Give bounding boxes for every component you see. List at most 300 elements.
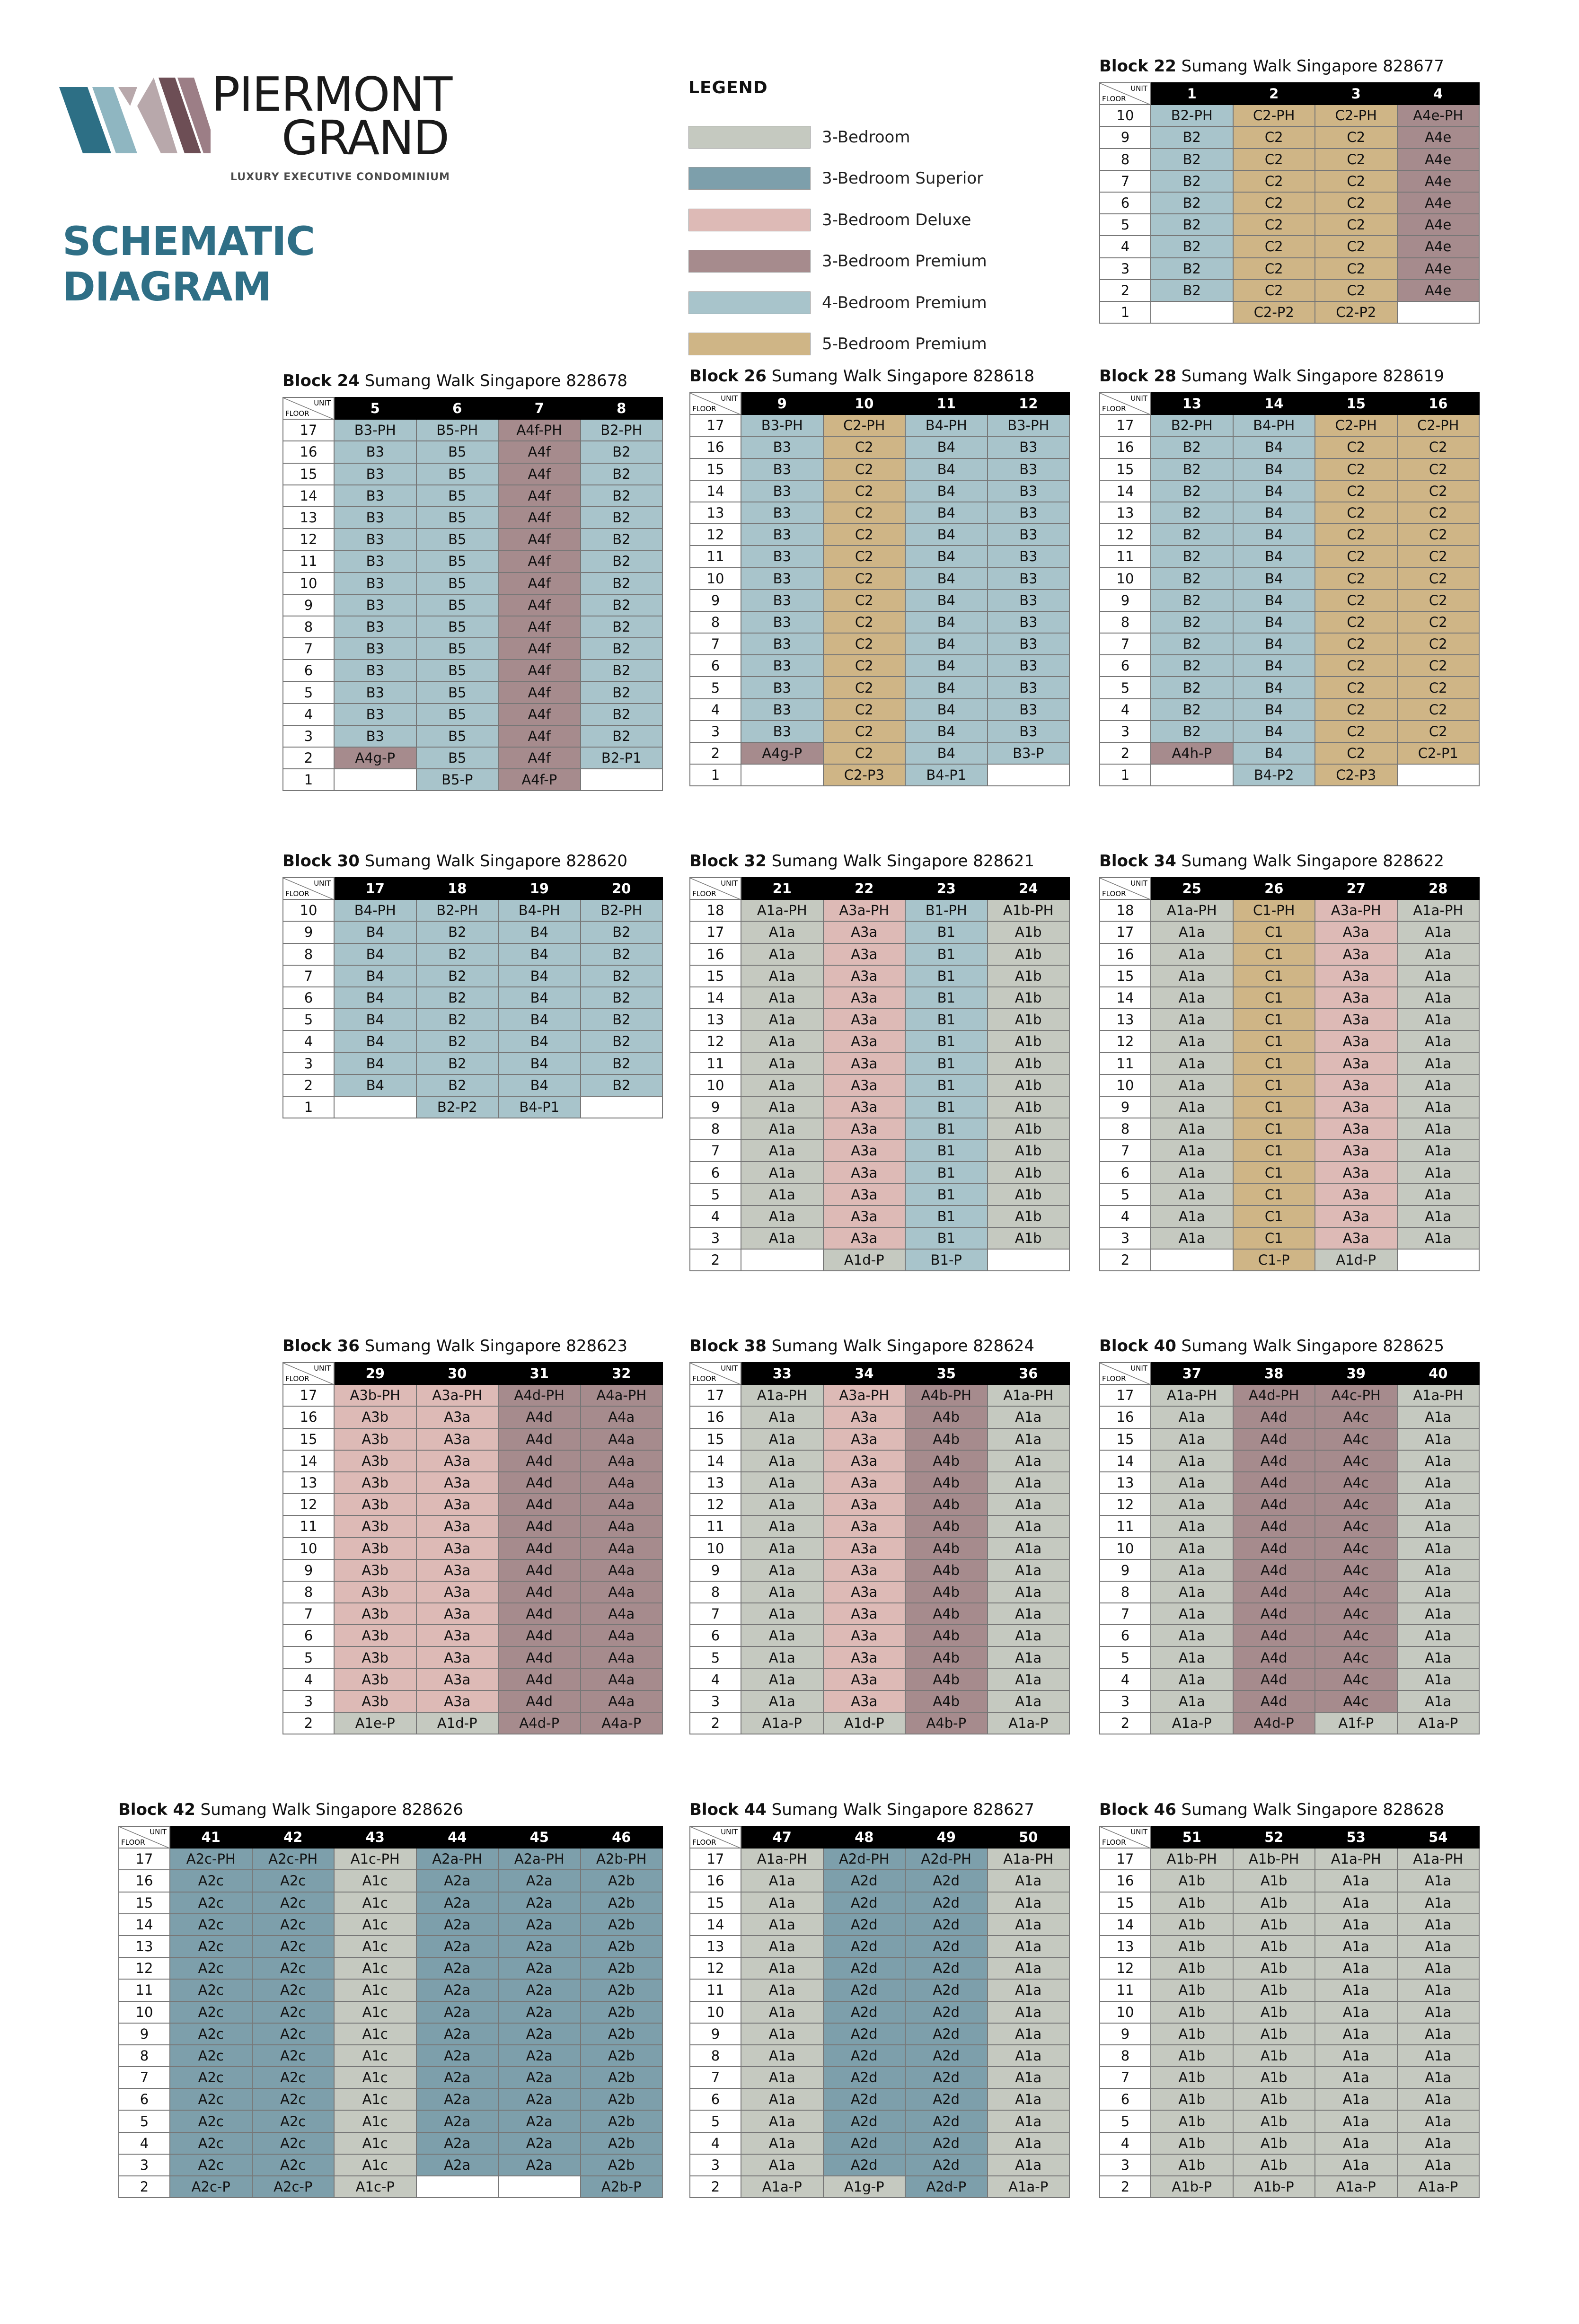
unit-cell: A1a bbox=[741, 1625, 823, 1646]
unit-cell: A2d bbox=[823, 2067, 906, 2088]
empty-cell bbox=[988, 764, 1070, 786]
unit-header-row bbox=[119, 1826, 662, 1848]
floor-label: FLOOR bbox=[1102, 889, 1126, 898]
unit-cell: C2 bbox=[1315, 214, 1397, 236]
unit-cell: A1a bbox=[741, 921, 823, 943]
floor-row bbox=[119, 1870, 662, 1892]
unit-cell: A2b bbox=[581, 1914, 663, 1936]
unit-cell: A1a bbox=[741, 1515, 823, 1537]
floor-row bbox=[1100, 1892, 1479, 1914]
unit-cell: B4-P2 bbox=[1233, 764, 1315, 786]
unit-cell: A4f bbox=[498, 485, 581, 507]
block-address: Sumang Walk Singapore 828625 bbox=[1181, 1337, 1445, 1356]
floor-row bbox=[283, 550, 662, 572]
floor-number: 14 bbox=[690, 1450, 741, 1472]
piermont-grand-logo bbox=[59, 67, 509, 194]
unit-cell: A1a bbox=[988, 1892, 1070, 1914]
unit-cell: A3a bbox=[823, 943, 906, 965]
unit-cell: A2c bbox=[252, 2110, 335, 2132]
unit-label: UNIT bbox=[721, 1364, 738, 1373]
unit-cell: B2 bbox=[581, 528, 663, 550]
unit-cell: B4 bbox=[905, 546, 988, 567]
unit-cell: A2c bbox=[252, 1957, 335, 1979]
unit-cell: A3b bbox=[334, 1669, 416, 1690]
unit-cell: A1c bbox=[334, 1979, 416, 2001]
floor-number: 14 bbox=[690, 1914, 741, 1936]
unit-cell: A1b bbox=[988, 987, 1070, 1009]
unit-cell: A1a bbox=[741, 1030, 823, 1052]
unit-cell: A1a bbox=[988, 1646, 1070, 1668]
floor-number: 15 bbox=[1100, 1428, 1151, 1450]
block-name: Block 46 bbox=[1099, 1800, 1176, 1819]
unit-cell: C1 bbox=[1233, 921, 1315, 943]
unit-cell: C2 bbox=[823, 436, 906, 458]
unit-number: 19 bbox=[498, 878, 581, 899]
unit-number: 7 bbox=[498, 397, 581, 419]
unit-cell: C1 bbox=[1233, 1009, 1315, 1030]
unit-cell: A1e-P bbox=[334, 1712, 416, 1734]
floor-number: 14 bbox=[1100, 480, 1151, 502]
floor-row bbox=[690, 1581, 1069, 1603]
unit-cell: A2a bbox=[416, 2132, 499, 2154]
unit-cell: A2a bbox=[416, 2001, 499, 2023]
unit-cell: B4 bbox=[334, 987, 416, 1009]
unit-cell: A1b bbox=[1233, 1892, 1315, 1914]
unit-cell: A4a bbox=[581, 1625, 663, 1646]
unit-header-row bbox=[690, 1826, 1069, 1848]
floor-row bbox=[283, 594, 662, 616]
unit-cell: A1a bbox=[988, 1515, 1070, 1537]
floor-row bbox=[1100, 1053, 1479, 1074]
floor-row bbox=[119, 1848, 662, 1870]
floor-row bbox=[119, 1914, 662, 1936]
unit-cell: B3 bbox=[741, 677, 823, 698]
floor-row bbox=[1100, 1184, 1479, 1206]
unit-cell: A1b bbox=[1151, 2045, 1233, 2067]
unit-cell: A4b bbox=[905, 1428, 988, 1450]
unit-floor-corner bbox=[690, 878, 741, 899]
unit-cell: B5 bbox=[416, 463, 499, 485]
unit-cell: B2 bbox=[1151, 590, 1233, 611]
unit-number: 53 bbox=[1315, 1826, 1397, 1848]
floor-number: 17 bbox=[690, 1384, 741, 1406]
unit-label: UNIT bbox=[721, 1828, 738, 1836]
unit-cell: A1a bbox=[741, 1538, 823, 1559]
floor-row bbox=[690, 611, 1069, 633]
floor-row bbox=[1100, 502, 1479, 524]
floor-row bbox=[283, 899, 662, 921]
floor-row bbox=[690, 1603, 1069, 1625]
floor-row bbox=[690, 546, 1069, 567]
unit-cell: A2a bbox=[416, 1979, 499, 2001]
unit-cell: A4d bbox=[1233, 1603, 1315, 1625]
floor-number: 9 bbox=[690, 2023, 741, 2045]
floor-row bbox=[283, 943, 662, 965]
unit-cell: A4a-PH bbox=[581, 1384, 663, 1406]
unit-cell: A3b bbox=[334, 1515, 416, 1537]
unit-cell: A2c bbox=[252, 2045, 335, 2067]
unit-cell: C2 bbox=[1397, 524, 1480, 546]
floor-number: 5 bbox=[1100, 1646, 1151, 1668]
unit-cell: A3b bbox=[334, 1603, 416, 1625]
unit-cell: B5 bbox=[416, 660, 499, 681]
floor-row bbox=[690, 1140, 1069, 1162]
unit-cell: C1 bbox=[1233, 1162, 1315, 1183]
unit-cell: A2d bbox=[823, 1870, 906, 1892]
unit-cell: A1a bbox=[741, 1892, 823, 1914]
unit-grid bbox=[1099, 82, 1480, 324]
floor-row bbox=[1100, 1118, 1479, 1140]
floor-row bbox=[690, 1646, 1069, 1668]
floor-number: 12 bbox=[283, 1494, 334, 1515]
unit-cell: A1a bbox=[1397, 1406, 1480, 1428]
unit-cell: B4 bbox=[905, 568, 988, 590]
floor-number: 3 bbox=[283, 1053, 334, 1074]
unit-cell: C1 bbox=[1233, 1118, 1315, 1140]
unit-cell: A3b bbox=[334, 1625, 416, 1646]
unit-cell: A1a-P bbox=[1315, 2176, 1397, 2198]
unit-cell: C2 bbox=[1315, 170, 1397, 192]
unit-cell: A1a bbox=[1315, 1914, 1397, 1936]
floor-number: 8 bbox=[283, 616, 334, 638]
unit-cell: B3 bbox=[988, 590, 1070, 611]
unit-cell: A2c bbox=[170, 1892, 252, 1914]
empty-cell bbox=[1151, 1249, 1233, 1271]
floor-row bbox=[283, 987, 662, 1009]
floor-row bbox=[690, 1118, 1069, 1140]
unit-cell: A1b bbox=[988, 1030, 1070, 1052]
floor-number: 17 bbox=[1100, 1384, 1151, 1406]
unit-cell: B3 bbox=[988, 655, 1070, 677]
unit-cell: A1a bbox=[988, 1690, 1070, 1712]
unit-cell: A2a bbox=[416, 1936, 499, 1957]
floor-number: 4 bbox=[1100, 2132, 1151, 2154]
floor-number: 15 bbox=[119, 1892, 170, 1914]
floor-row bbox=[690, 1009, 1069, 1030]
unit-cell: A1a bbox=[1151, 921, 1233, 943]
unit-cell: A1b bbox=[1151, 2088, 1233, 2110]
unit-header-row bbox=[1100, 83, 1479, 105]
floor-number: 2 bbox=[119, 2176, 170, 2198]
empty-cell bbox=[741, 1249, 823, 1271]
unit-grid bbox=[689, 1362, 1070, 1734]
floor-row bbox=[283, 1669, 662, 1690]
floor-number: 13 bbox=[690, 1009, 741, 1030]
unit-cell: A1a bbox=[741, 2045, 823, 2067]
floor-number: 6 bbox=[1100, 192, 1151, 214]
unit-cell: A1b bbox=[1151, 1979, 1233, 2001]
unit-cell: A1a bbox=[741, 2023, 823, 2045]
unit-cell: B2 bbox=[1151, 524, 1233, 546]
unit-cell: A4c bbox=[1315, 1581, 1397, 1603]
floor-number: 17 bbox=[283, 1384, 334, 1406]
floor-number: 5 bbox=[283, 1646, 334, 1668]
unit-cell: A2a bbox=[498, 1914, 581, 1936]
block-address: Sumang Walk Singapore 828627 bbox=[771, 1800, 1035, 1819]
unit-cell: B3 bbox=[741, 655, 823, 677]
legend-title: LEGEND bbox=[688, 78, 768, 97]
floor-number: 9 bbox=[283, 921, 334, 943]
unit-cell: C1 bbox=[1233, 1074, 1315, 1096]
unit-cell: A1b-PH bbox=[988, 899, 1070, 921]
unit-cell: C2 bbox=[823, 721, 906, 742]
floor-row bbox=[690, 1979, 1069, 2001]
floor-number: 9 bbox=[1100, 126, 1151, 148]
unit-cell: A1b bbox=[1233, 2067, 1315, 2088]
unit-cell: B1 bbox=[905, 1074, 988, 1096]
floor-number: 16 bbox=[690, 1406, 741, 1428]
floor-number: 13 bbox=[1100, 1472, 1151, 1494]
unit-cell: A4c bbox=[1315, 1406, 1397, 1428]
unit-number: 29 bbox=[334, 1363, 416, 1384]
unit-cell: A4c bbox=[1315, 1559, 1397, 1581]
block-name: Block 38 bbox=[689, 1337, 767, 1356]
floor-row bbox=[690, 414, 1069, 436]
unit-cell: B2 bbox=[1151, 721, 1233, 742]
floor-number: 4 bbox=[1100, 699, 1151, 721]
unit-cell: B5 bbox=[416, 681, 499, 703]
floor-number: 7 bbox=[283, 965, 334, 987]
floor-row bbox=[283, 1581, 662, 1603]
unit-cell: A4d bbox=[1233, 1538, 1315, 1559]
unit-cell: A1b bbox=[1233, 2045, 1315, 2067]
unit-cell: B1-P bbox=[905, 1249, 988, 1271]
unit-cell: A4c bbox=[1315, 1603, 1397, 1625]
unit-cell: A2a-PH bbox=[416, 1848, 499, 1870]
floor-row bbox=[283, 921, 662, 943]
unit-number: 33 bbox=[741, 1363, 823, 1384]
unit-cell: B2 bbox=[416, 921, 499, 943]
unit-cell: A1a bbox=[1315, 2001, 1397, 2023]
unit-cell: A1a bbox=[741, 1450, 823, 1472]
unit-cell: A3a bbox=[1315, 943, 1397, 965]
unit-cell: B3 bbox=[988, 458, 1070, 480]
unit-cell: A1a bbox=[741, 1162, 823, 1183]
unit-cell: A3a bbox=[823, 921, 906, 943]
floor-row bbox=[1100, 524, 1479, 546]
floor-row bbox=[690, 524, 1069, 546]
unit-cell: B4 bbox=[905, 524, 988, 546]
unit-cell: A1a bbox=[1151, 1428, 1233, 1450]
block-name: Block 28 bbox=[1099, 367, 1176, 386]
unit-cell: A4d-P bbox=[498, 1712, 581, 1734]
unit-cell: A1b bbox=[1233, 2110, 1315, 2132]
floor-number: 16 bbox=[1100, 1870, 1151, 1892]
unit-cell: A4b bbox=[905, 1581, 988, 1603]
unit-cell: A2c bbox=[252, 2067, 335, 2088]
unit-cell: A1a bbox=[1397, 2045, 1480, 2067]
unit-cell: A2c bbox=[252, 1892, 335, 1914]
floor-row bbox=[283, 660, 662, 681]
unit-cell: C1 bbox=[1233, 1030, 1315, 1052]
floor-row bbox=[283, 747, 662, 769]
unit-cell: A1b-P bbox=[1151, 2176, 1233, 2198]
unit-cell: A2d bbox=[905, 2067, 988, 2088]
floor-number: 18 bbox=[1100, 899, 1151, 921]
floor-number: 9 bbox=[1100, 2023, 1151, 2045]
unit-cell: A4a bbox=[581, 1581, 663, 1603]
legend-item bbox=[688, 324, 987, 365]
legend-item bbox=[688, 282, 987, 324]
floor-number: 2 bbox=[1100, 280, 1151, 301]
unit-cell: B2 bbox=[1151, 655, 1233, 677]
floor-row bbox=[690, 721, 1069, 742]
unit-number: 10 bbox=[823, 393, 906, 414]
floor-number: 5 bbox=[690, 2110, 741, 2132]
unit-cell: A4a bbox=[581, 1559, 663, 1581]
unit-number: 32 bbox=[581, 1363, 663, 1384]
unit-cell: A4d bbox=[498, 1538, 581, 1559]
block-table bbox=[1099, 1337, 1480, 1734]
unit-cell: A3b bbox=[334, 1690, 416, 1712]
unit-cell: B2 bbox=[1151, 126, 1233, 148]
unit-cell: B5 bbox=[416, 638, 499, 660]
unit-cell: B2-PH bbox=[581, 899, 663, 921]
unit-cell: C2-P3 bbox=[1315, 764, 1397, 786]
floor-row bbox=[119, 1957, 662, 1979]
unit-cell: B2-P2 bbox=[416, 1096, 499, 1118]
floor-row bbox=[283, 572, 662, 594]
unit-label: UNIT bbox=[721, 879, 738, 888]
floor-row bbox=[1100, 1096, 1479, 1118]
unit-cell: A1a bbox=[1397, 1227, 1480, 1249]
unit-cell: A3a bbox=[416, 1669, 499, 1690]
unit-label: UNIT bbox=[1130, 84, 1147, 93]
unit-cell: A3a bbox=[823, 987, 906, 1009]
unit-cell: A4c bbox=[1315, 1625, 1397, 1646]
unit-cell: A2d bbox=[905, 2110, 988, 2132]
unit-cell: A1a bbox=[741, 2154, 823, 2176]
floor-number: 17 bbox=[690, 1848, 741, 1870]
unit-cell: A2c bbox=[170, 2045, 252, 2067]
empty-cell bbox=[416, 2176, 499, 2198]
block-address: Sumang Walk Singapore 828678 bbox=[364, 371, 628, 390]
unit-cell: A2b bbox=[581, 2154, 663, 2176]
unit-cell: A1b bbox=[1151, 2067, 1233, 2088]
unit-cell: A4h-P bbox=[1151, 742, 1233, 764]
legend-swatch bbox=[688, 126, 811, 149]
unit-cell: A4a-P bbox=[581, 1712, 663, 1734]
floor-row bbox=[1100, 1957, 1479, 1979]
floor-row bbox=[690, 1625, 1069, 1646]
floor-number: 13 bbox=[690, 1936, 741, 1957]
floor-number: 10 bbox=[283, 572, 334, 594]
unit-cell: A3a bbox=[823, 1074, 906, 1096]
empty-cell bbox=[498, 2176, 581, 2198]
unit-number: 35 bbox=[905, 1363, 988, 1384]
floor-row bbox=[1100, 301, 1479, 323]
floor-row bbox=[1100, 1428, 1479, 1450]
unit-cell: B2 bbox=[581, 616, 663, 638]
floor-row bbox=[283, 463, 662, 485]
unit-cell: A1b bbox=[1233, 2132, 1315, 2154]
unit-number: 40 bbox=[1397, 1363, 1480, 1384]
unit-cell: B4-P1 bbox=[498, 1096, 581, 1118]
unit-cell: B4 bbox=[1233, 524, 1315, 546]
floor-row bbox=[690, 2001, 1069, 2023]
block-table bbox=[282, 852, 663, 1118]
unit-cell: A2c-P bbox=[252, 2176, 335, 2198]
floor-number: 15 bbox=[283, 1428, 334, 1450]
unit-cell: A1f-P bbox=[1315, 1712, 1397, 1734]
unit-cell: A4b bbox=[905, 1472, 988, 1494]
unit-header-row bbox=[283, 878, 662, 899]
unit-cell: A1b bbox=[1151, 2110, 1233, 2132]
unit-cell: A4b bbox=[905, 1494, 988, 1515]
unit-number: 22 bbox=[823, 878, 906, 899]
unit-cell: A1a-P bbox=[741, 1712, 823, 1734]
unit-cell: A1a bbox=[1397, 1118, 1480, 1140]
unit-grid bbox=[1099, 877, 1480, 1271]
floor-row bbox=[1100, 1074, 1479, 1096]
unit-cell: C2 bbox=[1397, 611, 1480, 633]
unit-cell: C2 bbox=[1315, 126, 1397, 148]
block-title bbox=[1099, 1800, 1480, 1819]
unit-cell: B1 bbox=[905, 965, 988, 987]
unit-cell: C2 bbox=[823, 502, 906, 524]
unit-cell: C1 bbox=[1233, 1227, 1315, 1249]
unit-cell: B2 bbox=[1151, 677, 1233, 698]
floor-row bbox=[1100, 899, 1479, 921]
unit-grid bbox=[282, 877, 663, 1118]
unit-cell: A2a bbox=[498, 1957, 581, 1979]
unit-cell: B4-PH bbox=[1233, 414, 1315, 436]
unit-cell: A2b bbox=[581, 2088, 663, 2110]
floor-number: 1 bbox=[283, 769, 334, 791]
unit-label: UNIT bbox=[1130, 1828, 1147, 1836]
unit-cell: A1a bbox=[1315, 1979, 1397, 2001]
unit-number: 12 bbox=[988, 393, 1070, 414]
unit-cell: B3 bbox=[334, 725, 416, 747]
floor-row bbox=[1100, 1848, 1479, 1870]
unit-cell: C2 bbox=[1315, 699, 1397, 721]
floor-label: FLOOR bbox=[1102, 1374, 1126, 1383]
floor-number: 4 bbox=[690, 699, 741, 721]
unit-cell: A4d bbox=[498, 1428, 581, 1450]
unit-cell: C2 bbox=[1397, 677, 1480, 698]
floor-row bbox=[283, 1009, 662, 1030]
floor-number: 14 bbox=[119, 1914, 170, 1936]
floor-row bbox=[690, 655, 1069, 677]
floor-number: 4 bbox=[119, 2132, 170, 2154]
floor-number: 1 bbox=[283, 1096, 334, 1118]
unit-cell: A1a bbox=[988, 1538, 1070, 1559]
floor-number: 3 bbox=[283, 725, 334, 747]
empty-cell bbox=[1151, 764, 1233, 786]
unit-cell: B2 bbox=[416, 943, 499, 965]
unit-cell: A1a bbox=[741, 1074, 823, 1096]
floor-number: 1 bbox=[1100, 764, 1151, 786]
floor-row bbox=[283, 1515, 662, 1537]
floor-row bbox=[690, 1848, 1069, 1870]
unit-cell: A2d bbox=[905, 2132, 988, 2154]
unit-cell: A4b bbox=[905, 1450, 988, 1472]
unit-label: UNIT bbox=[314, 1364, 331, 1373]
unit-cell: A1a bbox=[988, 1914, 1070, 1936]
floor-number: 12 bbox=[1100, 1494, 1151, 1515]
legend-swatch bbox=[688, 167, 811, 190]
unit-cell: A1a bbox=[988, 2110, 1070, 2132]
floor-number: 18 bbox=[690, 899, 741, 921]
floor-number: 12 bbox=[1100, 1957, 1151, 1979]
floor-row bbox=[690, 1249, 1069, 1271]
unit-cell: B3 bbox=[741, 458, 823, 480]
unit-cell: A3a bbox=[823, 1053, 906, 1074]
unit-cell: A2c bbox=[170, 2088, 252, 2110]
unit-cell: B5 bbox=[416, 594, 499, 616]
unit-number: 39 bbox=[1315, 1363, 1397, 1384]
floor-row bbox=[1100, 214, 1479, 236]
